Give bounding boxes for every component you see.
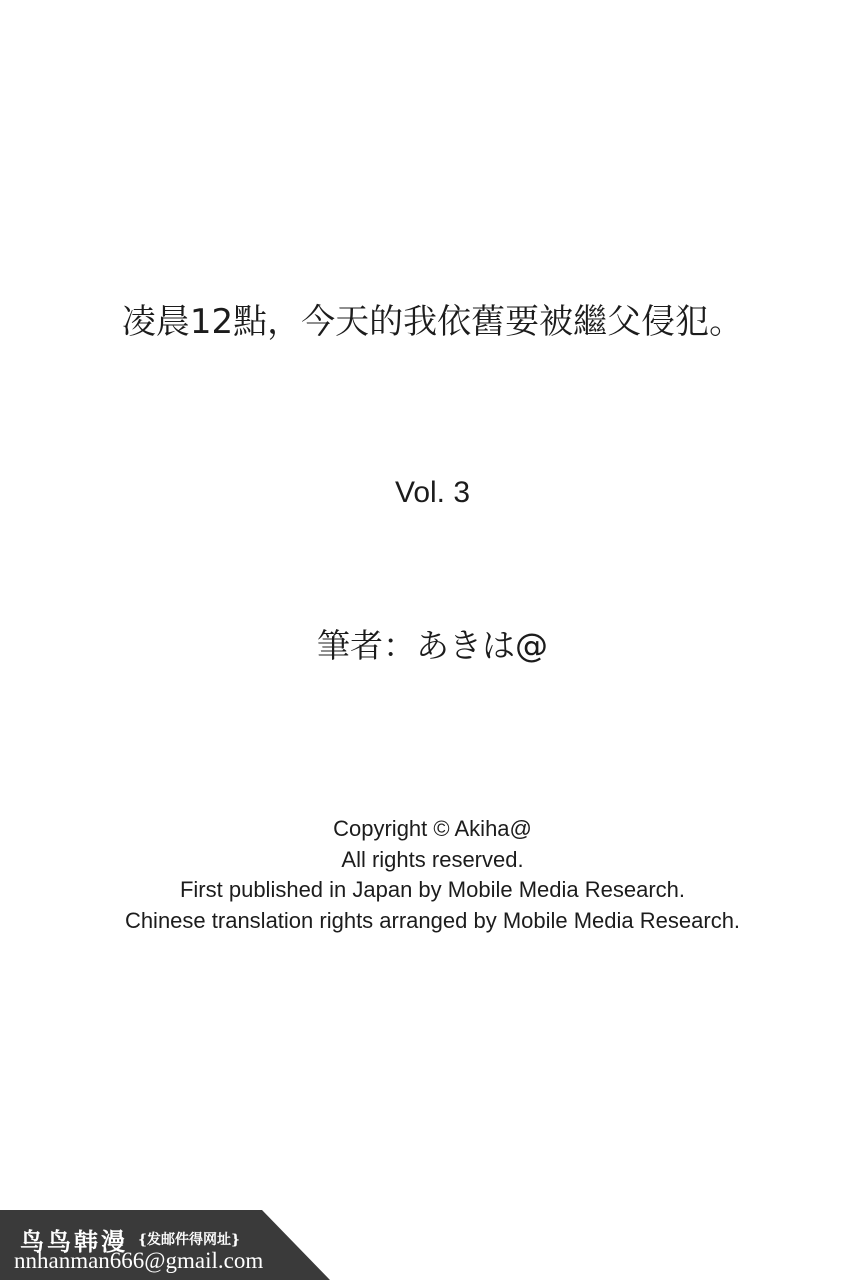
author-line: 筆者：あきは@ xyxy=(317,626,548,665)
series-title: 凌晨12點，今天的我依舊要被繼父侵犯。 xyxy=(121,302,744,342)
copyright-line-3: First published in Japan by Mobile Media Research. xyxy=(179,877,686,902)
copyright-line-1: Copyright © Akiha@ xyxy=(333,816,532,841)
watermark-name: 鸟鸟韩漫 xyxy=(20,1227,128,1256)
watermark-banner xyxy=(0,1210,330,1280)
copyright-line-2: All rights reserved. xyxy=(341,846,524,872)
copyright-line-4: Chinese translation rights arranged by Mobile Media Research. xyxy=(124,907,741,933)
volume-label: Vol. 3 xyxy=(394,476,471,509)
copyright-block xyxy=(0,814,865,936)
watermark-note: {发邮件得网址} xyxy=(138,1232,241,1248)
watermark-email: nnhanman666@gmail.com xyxy=(14,1248,264,1273)
